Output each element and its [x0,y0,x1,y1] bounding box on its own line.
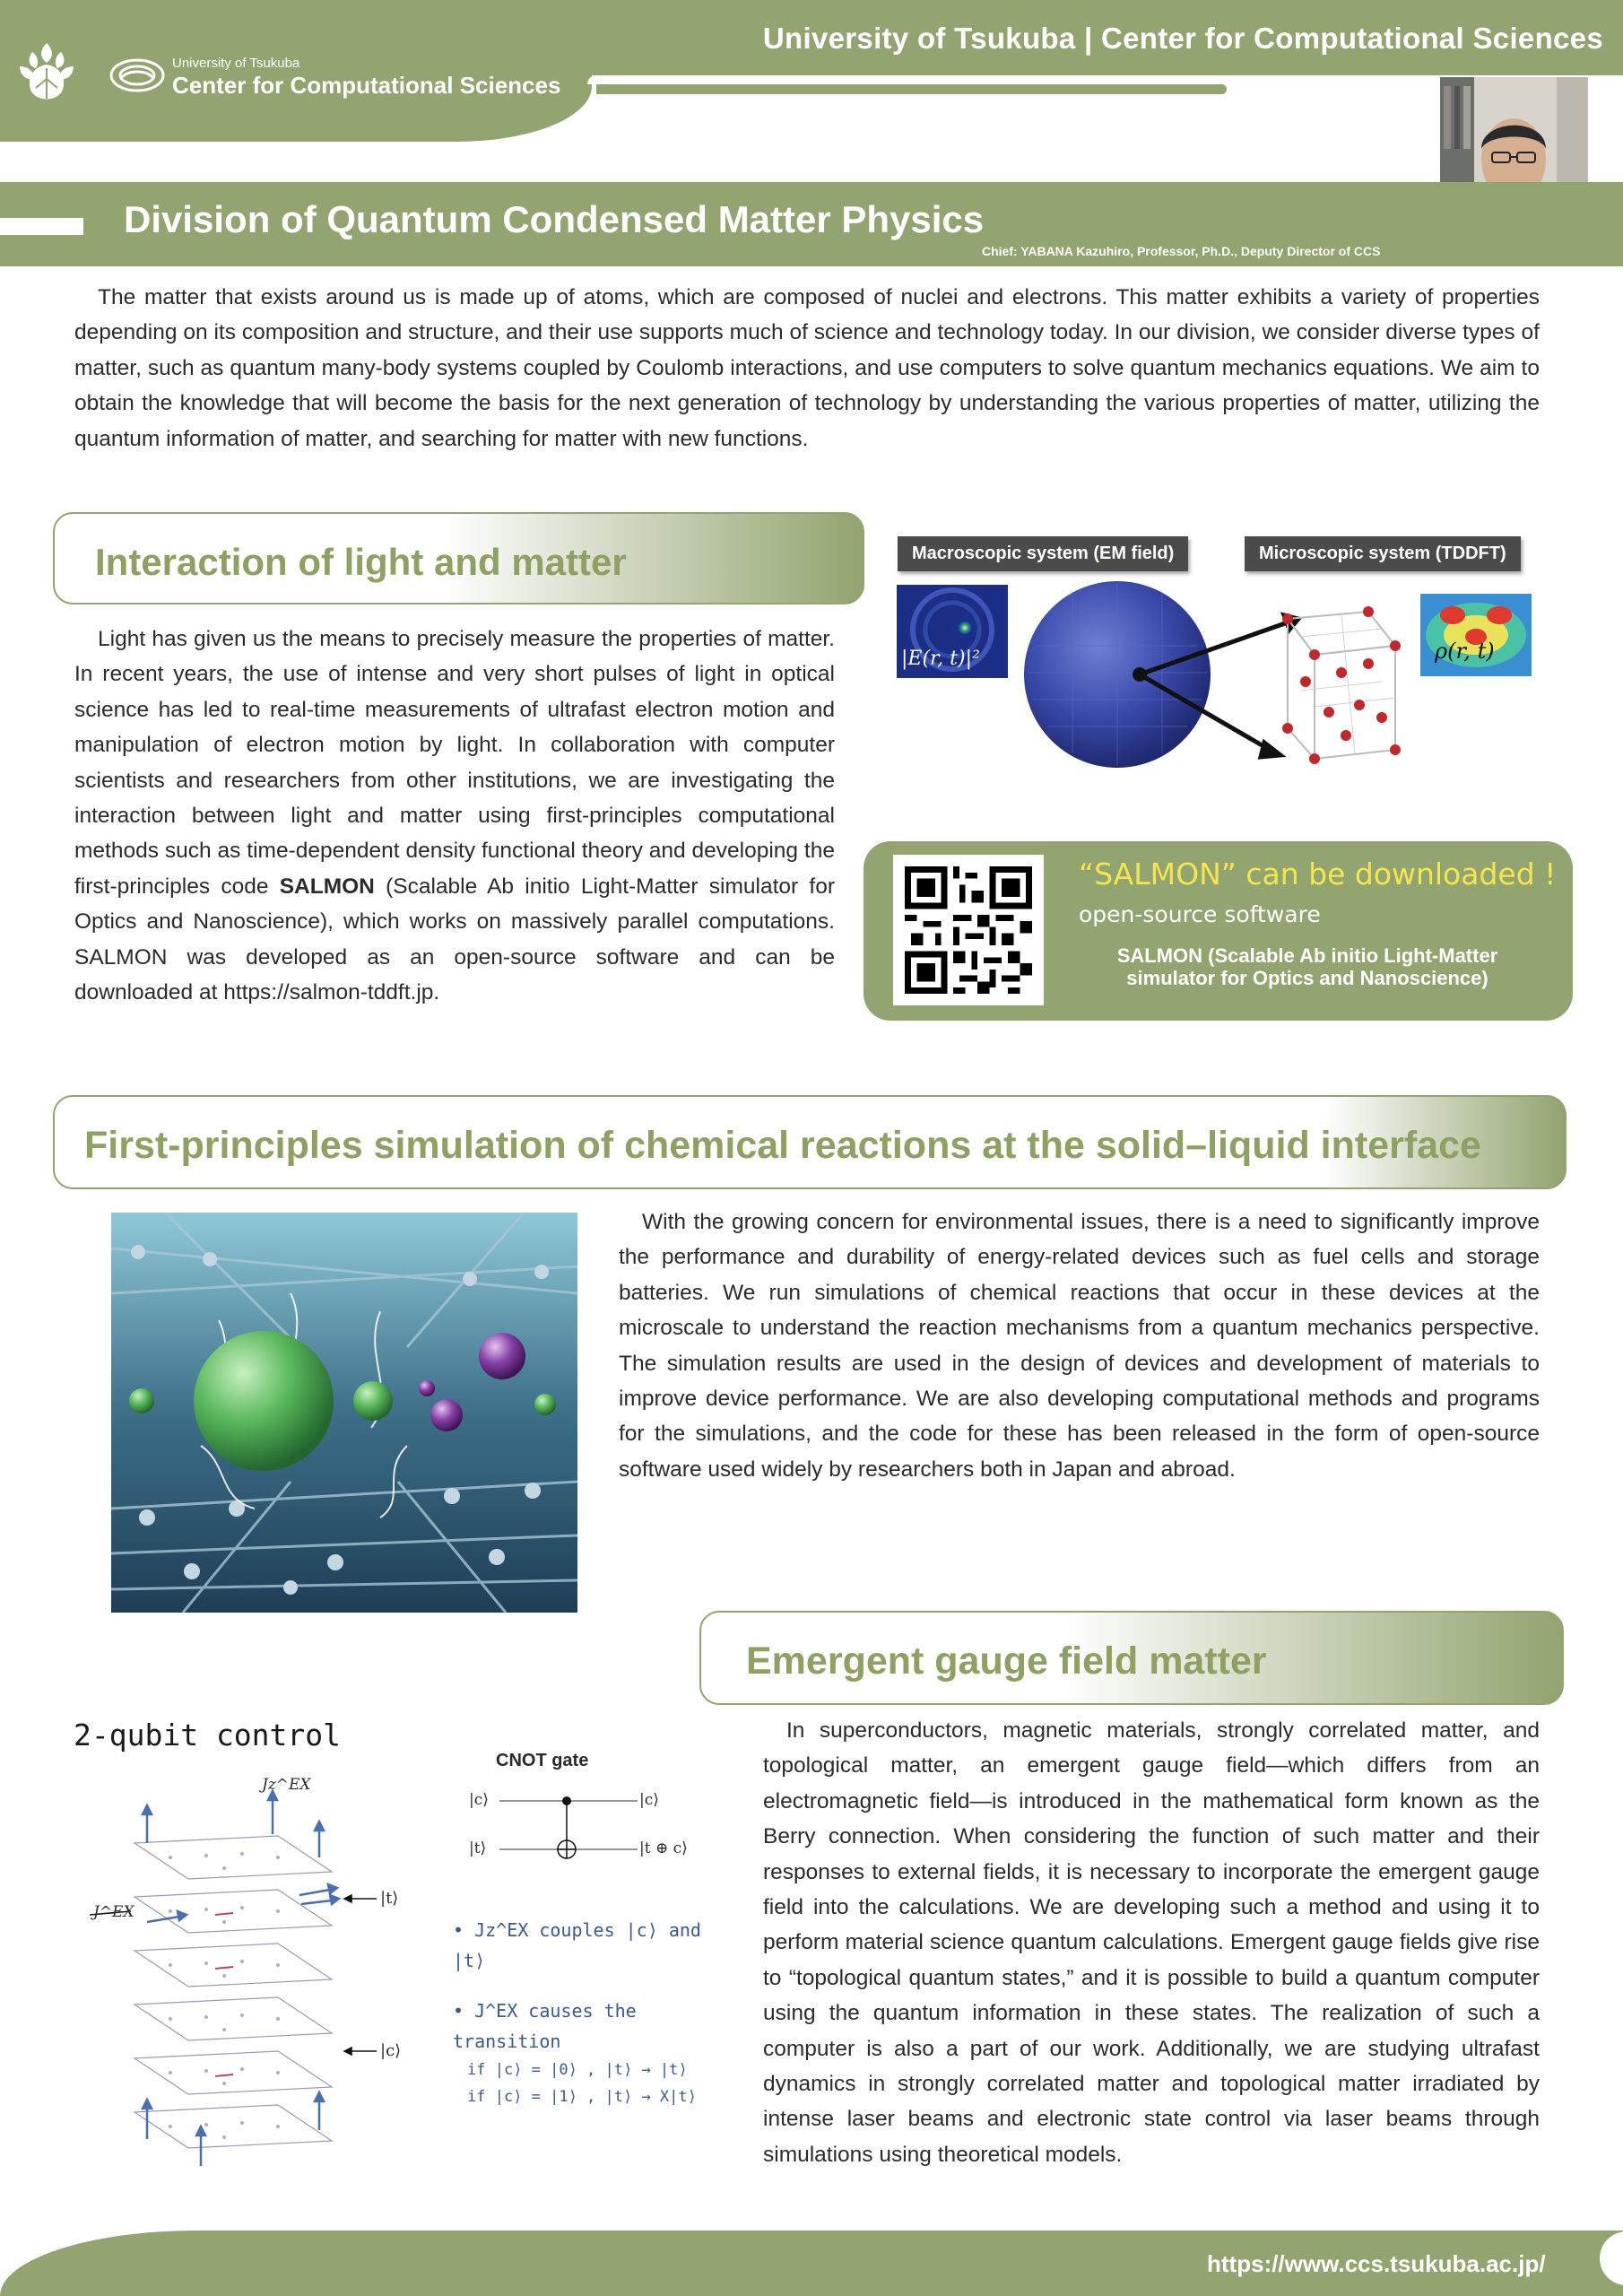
cnot-control-in: |c⟩ [469,1791,489,1809]
solid-liquid-interface-image [111,1213,577,1613]
header-accent-stripe [596,84,1227,94]
qubit-bullet-list [453,1915,740,2110]
target-qubit-label: |t⟩ [380,1889,399,1908]
light-matter-paragraph [74,622,835,1010]
field-equation-label: |E(r, t)|² [901,648,980,670]
condition-one: if |c⟩ = |1⟩ , |t⟩ → X|t⟩ [467,2088,697,2106]
qubit-figure-title: 2-qubit control [74,1718,342,1752]
salmon-bold-text: SALMON [279,874,375,899]
org-title: University of Tsukuba | Center for Computational Sciences [762,22,1603,55]
qr-code[interactable] [893,855,1044,1005]
cnot-target-out: |t ⊕ c⟩ [639,1839,688,1857]
figure-label-macroscopic: Macroscopic system (EM field) [898,536,1188,571]
bullet-text: Jz^EX couples |c⟩ and |t⟩ [453,1919,701,1971]
cnot-control-out: |c⟩ [639,1791,659,1809]
paulownia-emblem-icon [14,39,79,108]
section-heading-text: Interaction of light and matter [95,541,627,583]
ccs-logo-icon [109,57,165,93]
section-heading-chemical-reactions [53,1095,1567,1189]
section-heading-light-matter [53,512,864,604]
logo-panel [0,0,592,142]
salmon-description: SALMON (Scalable Ab initio Light-Matter simulator for Optics and Nanoscience) [1116,944,1498,989]
bullet-text: J^EX causes the transition [453,2000,637,2052]
cnot-gate-title: CNOT gate [496,1751,589,1770]
salmon-download-title: “SALMON” can be downloaded ! [1079,857,1557,891]
body-text: Light has given us the means to precisely measure the properties of matter. In recent years, the use of intense and very short pulses of light in optical science has led to real-time measurements of ultrafast electron motion and manipulation of electron motion by light. In collaboration with computer scientists and researchers from other institutions, we are investigating the interaction between light and matter using first-principles computational methods such as time-dependent density functional theory and developing the first-principles code [74,627,835,899]
intro-paragraph: The matter that exists around us is made up of atoms, which are composed of nuclei and electrons. This matter exhibits a variety of properties depending on its composition and structure, and their use supports much of science and technology today. In our division, we consider diverse types of matter, such as quantum many-body systems coupled by Coulomb interactions, and use computers to solve quantum mechanics equations. We aim to obtain the knowledge that will become the basis for the next generation of technology by understanding the various properties of matter, utilizing the quantum information of matter, and searching for matter with new functions. [74,285,1540,451]
bullet-coupling: • Jz^EX couples |c⟩ and |t⟩ [453,1919,701,1971]
section-heading-text: Emergent gauge field matter [746,1639,1267,1683]
chemical-reactions-paragraph: With the growing concern for environmental issues, there is a need to significantly improve the performance and durability of energy-related devices such as fuel cells and storage batteries. We run simulations of chemical reactions that occur in these devices at the microscale to understand the reaction mechanisms from a quantum mechanics perspective. The simulation results are used in the design of devices and development of materials to improve device performance. We are also developing computational methods and programs for the simulations, and the code for these has been released in the form of open-source software used widely by researchers both in Japan and abroad. [619,1210,1540,1482]
control-qubit-label: |c⟩ [380,2041,402,2060]
cnot-target-in: |t⟩ [469,1839,487,1857]
chief-caption: Chief: YABANA Kazuhiro, Professor, Ph.D., Deputy Director of CCS [982,244,1381,258]
division-title: Division of Quantum Condensed Matter Physics [124,198,985,240]
salmon-subtitle: open-source software [1079,901,1321,927]
jz-ex-label: Jz^EX [262,1776,311,1794]
j-ex-label: J^EX [93,1903,135,1921]
logo-university-text: University of Tsukuba [172,56,300,71]
qr-code-icon [905,866,1032,994]
logo-center-text: Center for Computational Sciences [172,72,561,99]
figure-label-microscopic: Microscopic system (TDDFT) [1245,536,1521,571]
gauge-field-paragraph: In superconductors, magnetic materials, strongly correlated matter, and topological matter, an emergent gauge field—which differs from an electromagnetic field—is introduced in the mathematical form known as the Berry connection. When considering the function of such matter and their responses to external fields, it is necessary to incorporate the emergent gauge field into the calculations. We are developing such a method and using it to perform material science quantum calculations. Emergent gauge fields give rise to “topological quantum states,” and it is possible to build a quantum computer using the quantum information in these states. The realization of such a computer is also a part of our work. Additionally, we are studying ultrafast dynamics in strongly correlated matter and topological matter irradiated by intense laser beams and electronic state control via laser beams through simulations using theoretical models. [763,1718,1540,2167]
cnot-gate-diagram [462,1778,731,1867]
footer-website-link[interactable]: https://www.ccs.tsukuba.ac.jp/ [1207,2250,1546,2277]
section-heading-text: First-principles simulation of chemical reactions at the solid–liquid interface [84,1124,1481,1167]
body-text: (Scalable Ab initio Light-Matter simulator for Optics and Nanoscience), which works on massively parallel computations. SALMON was developed as an open-source software and can be downloaded at https://salmon-tddft.jp. [74,874,836,1005]
band-notch [0,218,83,235]
section-heading-gauge-field [699,1611,1564,1705]
condition-zero: if |c⟩ = |0⟩ , |t⟩ → |t⟩ [467,2061,688,2079]
bullet-transition: • J^EX causes the transition [453,2000,637,2052]
density-equation-label: ρ(r, t) [1435,639,1495,664]
layered-lattice-diagram [81,1771,421,2166]
